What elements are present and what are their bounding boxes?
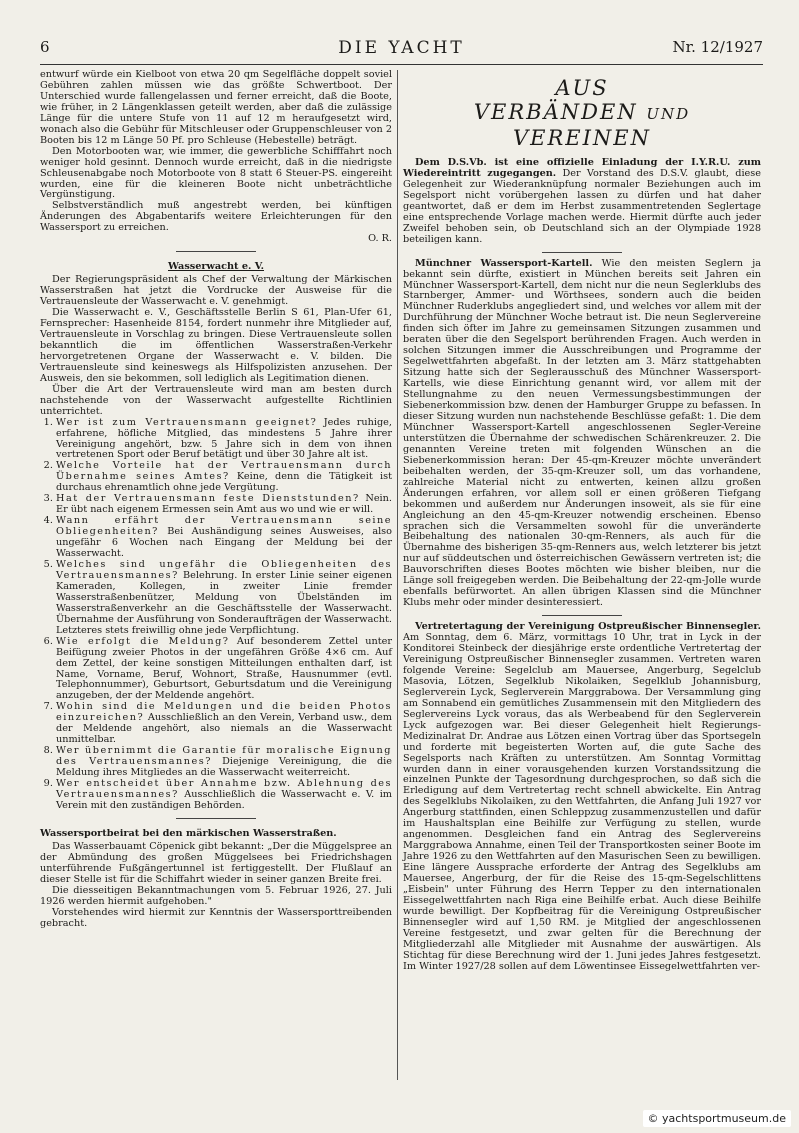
heading-word: VERBÄNDEN	[473, 100, 638, 124]
body-text: Am Sonntag, dem 6. März, vormittags 10 Uhr, trat in Lyck in der Konditorei Steinbeck der diesjährige erste ordentliche Vertretertag der Vereinigung Ostpreußischer Binnensegler zusammen. Vertreten waren folgende Vereine: Segelclub am Mauersee, Angerburg, Segelclub Masovia, Lötzen, Segelklub Nikolaiken, Segelklub Johannisburg, Seglerverein Lyck, Seglerverein Marggrabowa. Der Versammlung ging am Sonnabend ein gemütliches Zusammensein mit den Mitgliedern des Seglervereins Lyck voraus, das als Werbeabend für den Seglerverein Lyck aufgezogen war. Bei dieser Gelegenheit hielt Regierungs-Medizinalrat Dr. Andrae aus Lötzen einen Vortrag über das Sportsegeln und forderte mit begeisterten Worten auf, die gute Sache des Segelsports nach Kräften zu unterstützen. Am Sonntag Vormittag wurden dann in einer vorausgehenden kurzen Vorstandssitzung die einzelnen Punkte der Tagesordnung durchgesprochen, so daß sich die Erledigung auf dem Vertretertag recht schnell abwickelte. Ein Antrag des Segelklubs Nikolaiken, zu den Wettfahrten, die Anfang Juli 1927 vor Angerburg stattfinden, einen Schleppzug zusammenzustellen und dafür im Haushaltsplan eine Beihilfe zur Verfügung zu stellen, wurde angenommen. Desgleichen fand ein Antrag des Seglervereins Marggrabowa Annahme, einen Teil der Transportkosten seiner Boote im Jahre 1926 zu den Wettfahrten auf den Masurischen Seen zu bewilligen. Eine längere Aussprache erforderte der Antrag des Segelklubs am Mauersee, Angerburg, der für die Reise des 15-qm-Segelschlittens „Eisbein" unter Führung des Herrn Tepper zu den internationalen Eissegelwettfahrten nach Riga eine Beihilfe erbat. Auch diese Beihilfe wurde bewilligt. Der Kopfbeitrag für die Vereinigung Ostpreußischer Binnensegler wird auf 1,50 RM. je Mitglied der angeschlossenen Vereine festgesetzt, und zwar gelten für die Berechnung der Mitgliederzahl alle Mitglieder mit Ausnahme der auswärtigen. Als Stichtag für diese Berechnung wird der 1. Juni jedes Jahres festgesetzt. Im Winter 1927/28 sollen auf dem Löwentinsee Eissegelwettfahrten ver-	[403, 632, 761, 972]
paragraph-dsvb	[403, 158, 761, 246]
magazine-title: DIE YACHT	[338, 38, 465, 58]
page-number: 6	[40, 38, 50, 56]
lead-text: Münchner Wassersport-Kartell.	[415, 257, 593, 269]
list-item	[56, 494, 392, 516]
question: Wohin sind die Meldungen und die beiden Photos einzureichen?	[56, 701, 392, 724]
list-item	[56, 779, 392, 812]
paragraph: Das Wasserbauamt Cöpenick gibt bekannt: „Der die Müggelspree an der Abmündung des großen Müggelsees bei Friedrichshagen unterführende Fußgängertunnel ist fertiggestellt. Der Flußlauf an dieser Stelle ist für die Schiffahrt wieder in seiner ganzen Breite frei.	[40, 840, 392, 885]
answer: Auf besonderem Zettel unter Beifügung zweier Photos in der ungefähren Größe 4×6 cm. Auf dem Zettel, der keine sonstigen Mitteilungen enthalten darf, ist Name, Vorname, Beruf, Wohnort, Straße, Hausnummer (evtl. Telephonnummer), Geburtsort, Geburtsdatum und die Vereinigung anzugeben, der der Meldende angehört.	[56, 635, 392, 702]
author-signature: O. R.	[368, 233, 392, 245]
answer: Nein. Er übt nach eigenem Ermessen sein Amt aus wo und wie er will.	[56, 493, 392, 516]
guideline-list	[40, 418, 392, 812]
answer: Bei Aushändigung seines Ausweises, also ungefähr 6 Wochen nach Eingang der Meldung bei der Wasserwacht.	[56, 526, 392, 560]
answer: Belehrung. In erster Linie seiner eigenen Kameraden, Kollegen, in zweiter Linie fremder Wasserstraßenbenützer, Meldung von Übelständen im Wasserstraßenverkehr an die Geschäftsstelle der Wasserwacht. Übernahme der Ausführung von Sonderaufträgen der Wasserwacht. Letzteres stets freiwillig ohne jede Verpflichtung.	[56, 569, 392, 636]
header-rule	[40, 64, 763, 65]
section-title-wasserwacht: Wasserwacht e. V.	[168, 261, 264, 273]
left-column	[40, 70, 392, 929]
question: Wer entscheidet über Annahme bzw. Ablehnung des Vertrauensmannes?	[56, 778, 392, 800]
column-divider	[397, 70, 398, 1080]
list-item	[56, 516, 392, 560]
answer: Ausschließlich die Wasserwacht e. V. im Verein mit den zuständigen Behörden.	[56, 789, 392, 811]
heading-line-2	[403, 100, 761, 150]
paragraph-ostpreussen	[403, 622, 761, 973]
answer: Ausschließlich an den Verein, Verband usw., dem der Meldende angehört, also niemals an die Wasserwacht unmittelbar.	[56, 712, 392, 746]
question: Wer ist zum Vertrauensmann geeignet?	[56, 416, 318, 428]
question: Wie erfolgt die Meldung?	[56, 635, 230, 647]
issue-number: Nr. 12/1927	[672, 38, 763, 56]
list-item	[56, 746, 392, 779]
paragraph: Die diesseitigen Bekanntmachungen vom 5. Februar 1926, 27. Juli 1926 werden hiermit aufgehoben."	[40, 884, 392, 907]
answer: Jedes ruhige, erfahrene, höfliche Mitglied, das mindestens 5 Jahre ihrer Vereinigung angehört, bzw. 5 Jahre sich in dem von ihnen vertretenen Sport oder Beruf betätigt und über 30 Jahre alt ist.	[56, 416, 392, 461]
question: Wann erfährt der Vertrauensmann seine Obliegenheiten?	[56, 515, 392, 538]
page-header	[40, 38, 763, 62]
heading-line-1: AUS	[555, 76, 609, 100]
paragraph: Über die Art der Vertrauensleute wird man am besten durch nachstehende von der Wasserwacht aufgestellte Richtlinien unterrichtet.	[40, 383, 392, 417]
separator	[176, 818, 256, 819]
separator	[176, 251, 256, 252]
heading-word: VEREINEN	[512, 126, 651, 150]
lead-text: Dem D.S.Vb. ist eine offizielle Einladung der I.Y.R.U. zum Wiedereintritt zugegangen.	[403, 157, 761, 179]
paragraph: Vorstehendes wird hiermit zur Kenntnis der Wassersporttreibenden gebracht.	[40, 906, 392, 929]
paragraph-muenchen	[403, 259, 761, 610]
answer: Diejenige Vereinigung, die die Meldung ihres Mitgliedes an die Wasserwacht weiterreicht.	[56, 756, 392, 779]
paragraph: Der Regierungspräsident als Chef der Verwaltung der Märkischen Wasserstraßen hat jetzt die Vordrucke der Ausweise für die Vertrauensleute der Wasserwacht e. V. genehmigt.	[40, 274, 392, 308]
list-item	[56, 418, 392, 462]
list-item	[56, 702, 392, 746]
lead-text: Vertretertagung der Vereinigung Ostpreußischer Binnensegler.	[415, 621, 761, 633]
list-item	[56, 560, 392, 637]
paragraph: Selbstverständlich muß angestrebt werden, bei künftigen Änderungen des Abgabentarifs weitere Erleichterungen für den Wassersport zu erreichen.	[40, 200, 392, 234]
question: Welche Vorteile hat der Vertrauensmann durch Übernahme seines Amtes?	[56, 460, 392, 483]
body-text: Der Vorstand des D.S.V. glaubt, diese Gelegenheit zur Wiederanknüpfung normaler Beziehungen auch im Segelsport nicht vorübergehen lassen zu dürfen und hat daher geantwortet, daß er dem im Herbst zusammentretenden Seglertage eine entsprechende Vorlage machen werde. Hiermit dürfte auch jeder Zweifel behoben sein, ob Deutschland sich an der Olympiade 1928 beteiligen kann.	[403, 167, 761, 245]
answer: Keine, denn die Tätigkeit ist durchaus ehrenamtlich ohne jede Vergütung.	[56, 471, 392, 494]
separator	[542, 615, 622, 616]
watermark: © yachtsportmuseum.de	[643, 1110, 791, 1127]
body-text: Wie den meisten Seglern ja bekannt sein dürfte, existiert in München bereits seit Jahren ein Münchner Wassersport-Kartell, dem nicht nur die neun Seglerklubs des Starnberger, Ammer- und Wörthsees, sondern auch die beiden Münchner Ruderklubs angegliedert sind, und welches vor allem mit der Durchführung der Münchner Woche betraut ist. Die neun Seglervereine finden sich öfter im Jahre zu gemeinsamen Sitzungen zusammen und beraten über die den Segelsport berührenden Fragen. Auch werden in solchen Sitzungen immer die Ausschreibungen und Programme der Segelwettfahrten abgefaßt. In der letzten am 3. März stattgehabten Sitzung hatte sich der Seglerausschuß des Münchner Wassersport-Kartells, wie diese Einrichtung genannt wird, vor allem mit der Stellungnahme zu den neuen Vermessungsbestimmungen der Siebenerkommission bzw. denen der Hamburger Gruppe zu befassen. In dieser Sitzung wurden nun nachstehende Beschlüsse gefaßt: 1. Die dem Münchner Wassersport-Kartell angeschlossenen Segler-Vereine unterstützen die Übernahme der schwedischen Schärenkreuzer. 2. Die genannten Vereine treten mit folgenden Wünschen an die Siebenerkommission heran: Der 45-qm-Kreuzer möchte unverändert beibehalten werden, der 35-qm-Kreuzer soll, um das vorhandene, zahlreiche Material nicht zu entwerten, keinen allzu großen Änderungen erfahren, vor allem soll er einen größeren Tiefgang bekommen und außerdem nur Änderungen insoweit, als sie für eine Angleichung an den 45-qm-Kreuzer notwendig erscheinen. Ebenso sprachen sich die Versammelten sowohl für die unveränderte Beibehaltung des nationalen 30-qm-Renners, als auch für die Übernahme des bisherigen 35-qm-Renners aus, welch letzterer bis jetzt nur auf süddeutschen und österreichischen Gewässern vertreten ist; die Bauvorschriften dieses Bootes möchten wie bisher bleiben, nur die Länge soll freigegeben werden. Die Beibehaltung der 22-qm-Jolle wurde ebenfalls befürwortet. An allen übrigen Klassen sind die Münchner Klubs mehr oder minder desinteressiert.	[403, 257, 761, 609]
separator	[542, 252, 622, 253]
list-item	[56, 637, 392, 703]
right-column	[403, 70, 761, 973]
question: Welches sind ungefähr die Obliegenheiten des Vertrauensmannes?	[56, 558, 392, 581]
question: Hat der Vertrauensmann feste Dienststunden?	[56, 493, 360, 505]
question: Wer übernimmt die Garantie für moralische Eignung des Vertrauensmannes?	[56, 745, 392, 768]
list-item	[56, 461, 392, 494]
section-title-beirat: Wassersportbeirat bei den märkischen Wasserstraßen.	[40, 827, 337, 839]
section-heading	[403, 76, 761, 150]
heading-word: UND	[646, 105, 691, 123]
paragraph: entwurf würde ein Kielboot von etwa 20 qm Segelfläche doppelt soviel Gebühren zahlen müssen wie das größte Schwertboot. Der Unterschied wurde fallengelassen und ferner erreicht, daß die Boote, wie früher, in 2 Längenklassen geteilt werden, aber daß die zulässige Länge für die untere Stufe von 11 auf 12 m heraufgesetzt wird, wonach also die Gebühr für Mitschleuser oder Gruppenschleuser von 2 Booten bis 12 m Länge 50 Pf. pro Schleuse (Hebestelle) beträgt.	[40, 69, 392, 146]
paragraph: Die Wasserwacht e. V., Geschäftsstelle Berlin S 61, Plan-Ufer 61, Fernsprecher: Hasenheide 8154, fordert nunmehr ihre Mitglieder auf, Vertrauensleute in Vorschlag zu bringen. Diese Vertrauensleute sollen bekanntlich die im öffentlichen Wasserstraßen-Verkehr hervorgetretenen Organe der Wasserwacht e. V. bilden. Die Vertrauensleute sind keineswegs als Hilfspolizisten anzusehen. Der Ausweis, den sie bekommen, soll lediglich als Legitimation dienen.	[40, 307, 392, 384]
paragraph: Den Motorbooten war, wie immer, die gewerbliche Schifffahrt noch weniger hold gesinnt. Dennoch wurde erreicht, daß in die niedrigste Schleusenabgabe noch Motorboote von 8 statt 6 Steuer-PS. eingereiht wurden, eine für die kleineren Boote nicht unbeträchtliche Vergünstigung.	[40, 145, 392, 201]
